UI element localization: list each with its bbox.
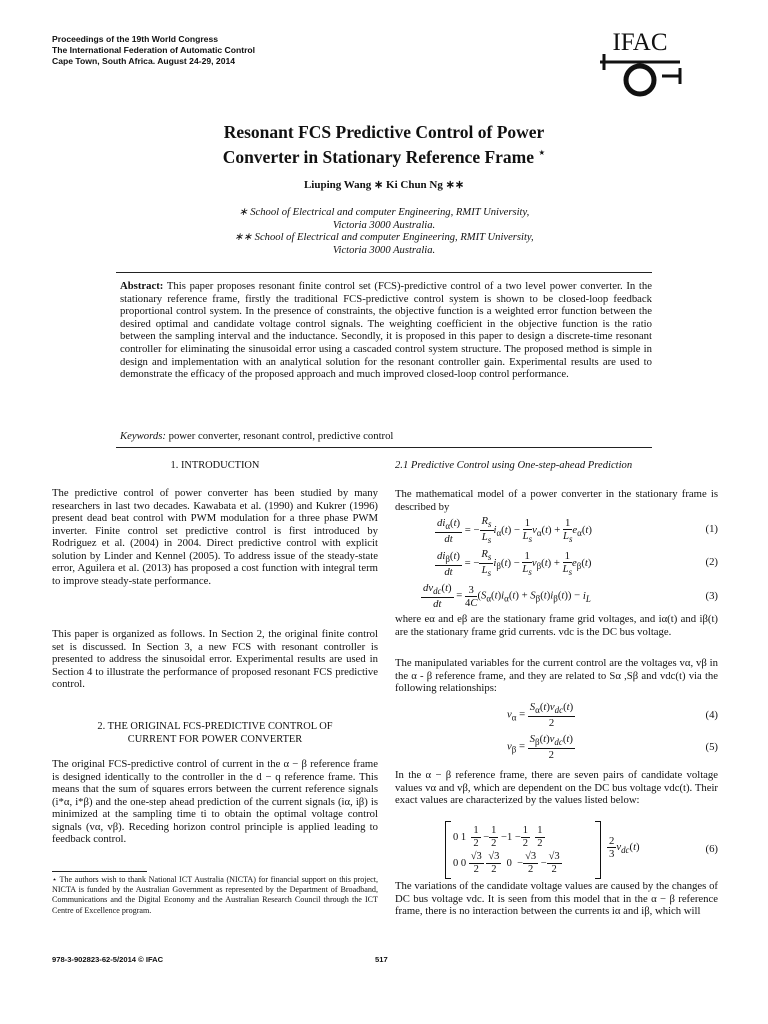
equation-6-body (445, 821, 655, 877)
title-line-2-wrap (100, 143, 668, 168)
abstract (120, 280, 652, 381)
subsection-2-1-paragraph-5: The variations of the candidate voltage values are caused by the changes of DC bus voltage vdc. It is seen from this model that in the α − β reference frame, there is no interaction between the currents iα and iβ, which will (395, 880, 718, 918)
title-line-2: Converter in Stationary Reference Frame (222, 146, 535, 167)
keywords-text: power converter, resonant control, predictive control (168, 430, 394, 442)
paper-title (100, 122, 668, 168)
equation-2-body: $\frac{di_\beta(t)}{dt}$ = − $\frac{R_s}{L_s}$ $i_\beta(t)$ − $\frac{1}{L_s}$ $v_\beta(t)$ + $\frac{1}{L_s}$ $e_\beta(t)$ (437, 548, 592, 579)
equation-4-number: (4) (705, 709, 718, 721)
keywords (120, 430, 652, 442)
affiliation-2: ∗∗ School of Electrical and computer Engineering, RMIT University, (234, 232, 534, 243)
subsection-2-1-paragraph-1: The mathematical model of a power converter in the stationary frame is described by (395, 488, 718, 513)
equation-6-number: (6) (705, 843, 718, 855)
equation-5 (395, 733, 718, 761)
matrix-row-1: 0 1 $\frac{1}{2}$ − $\frac{1}{2}$ −1 − $\frac{1}{2}$ $\frac{1}{2}$ (453, 825, 543, 849)
section-1-paragraph-2: This paper is organized as follows. In Section 2, the original finite control set is discussed. In Section 3, a new FCS with resonant controller is presented to address the sinusoidal error. Experimental results are used in Section 4 to illustrate the performance of proposed resonant FCS predictive control. (52, 628, 378, 691)
affiliation-2-city: Victoria 3000 Australia. (332, 244, 436, 256)
equation-1-number: (1) (705, 523, 718, 535)
subsection-2-1-paragraph-4: In the α − β reference frame, there are seven pairs of candidate voltage values vα and vβ, which are dependent on the DC bus voltage vdc(t). Their exact values are characterized by the values listed below: (395, 769, 718, 807)
equation-2-number: (2) (705, 556, 718, 568)
equation-5-number: (5) (705, 741, 718, 753)
ifac-logo-text: IFAC (612, 29, 668, 56)
section-2-paragraph-1: The original FCS-predictive control of current in the α − β reference frame is designed identically to the controller in the d − q reference frame. This means that the sum of squares errors between the current reference signals (i*α, i*β) and the one-step ahead prediction of the current signals (iα, iβ) is minimized at the sampling time ti to obtain the optimal voltage control signals (vα, vβ). Receding horizon control principle is applied leading to feedback control. (52, 758, 378, 846)
title-footnote-mark: ⋆ (538, 147, 546, 159)
subsection-2-1-paragraph-2: where eα and eβ are the stationary frame grid voltages, and iα(t) and iβ(t) are the stationary frame grid currents. vdc is the DC bus voltage. (395, 613, 718, 638)
abstract-text: This paper proposes resonant finite control set (FCS)-predictive control of a two level power converter. In the stationary reference frame, firstly the traditional FCS-predictive control system is shown to be closed-loop feedback proportional control system. In the presence of constraints, the objective function is a weighted error function between the desired optimal and candidate voltage control signals. The weighting coefficient in the objective function is the ratio between the sampling interval and the inductance. Secondly, it is proposed in this paper to design a discrete-time resonant controller for eliminating the sinusoidal error using a cascaded control system structure. The proposed method is simple in design and implementation with an analytical solution for the resonant controller gain. Experimental results are used to demonstrate the efficacy of the proposed approach and much improved closed-loop control performance. (120, 280, 652, 381)
equation-4-body: $v_\alpha$ = $\frac{S_\alpha(t)v_{dc}(t)}{2}$ (507, 701, 574, 730)
equation-3 (395, 582, 718, 610)
section-1-paragraph-1: The predictive control of power converter has been studied by many researchers in last two decades. Kawabata et al. (1990) and Kukrer (1996) present dead beat control with PWM modulation for a three phase PWM inverter. Finite control set predictive control is first introduced by Rodriguez et al. (2004) in 2004. Direct predictive control with explicit solution by Linder and Kennel (2005). To address issue of the steady-state error, Aguilera et al. (2013) has proposed a cost function with integral term to improve steady-state performance. (52, 487, 378, 587)
header-line-1: Proceedings of the 19th World Congress (52, 34, 219, 44)
matrix-row-2: 0 0 $\frac{√3}{2}$ $\frac{√3}{2}$ 0 − $\frac{√3}{2}$ − $\frac{√3}{2}$ (453, 851, 560, 875)
proceedings-header (52, 34, 255, 67)
authors: Liuping Wang ∗ Ki Chun Ng ∗∗ (303, 179, 465, 191)
header-line-2: The International Federation of Automatic Control (52, 45, 256, 55)
ifac-logo (592, 24, 688, 100)
footer-isbn: 978-3-902823-62-5/2014 © IFAC (52, 955, 164, 964)
section-2-heading-line-1: 2. THE ORIGINAL FCS-PREDICTIVE CONTROL OF (97, 721, 333, 732)
equation-4 (395, 701, 718, 729)
equation-2 (395, 548, 718, 579)
abstract-bottom-rule (116, 447, 652, 448)
footnote: ⋆ The authors wish to thank National ICT Australia (NICTA) for financial support on this project, NICTA is funded by the Australian Government as represented by the Department of Broadband, Communications and the Digital Economy and the Australian Research Council through the ICT Centre of Excellence program. (52, 875, 378, 915)
affiliation-1: ∗ School of Electrical and computer Engineering, RMIT University, (238, 207, 530, 218)
footer-page-number: 517 (375, 955, 388, 964)
title-line-1: Resonant FCS Predictive Control of Power (223, 122, 545, 142)
matrix-right-bracket (595, 821, 601, 879)
abstract-top-rule (116, 272, 652, 273)
section-2-heading-line-2: CURRENT FOR POWER CONVERTER (127, 734, 303, 745)
matrix-scale: $\frac{2}{3}$ $v_{dc}(t)$ (609, 835, 640, 860)
equation-3-body: $\frac{dv_{dc}(t)}{dt}$ = $\frac{3}{4C}$ $(S_\alpha(t)i_\alpha(t) + S_\beta(t)i_\beta(t)) - i_L$ (423, 582, 591, 611)
section-2-heading (52, 720, 378, 746)
equation-6 (395, 821, 718, 879)
equation-1 (395, 515, 718, 546)
keywords-label: Keywords: (120, 430, 166, 442)
subsection-2-1-paragraph-3: The manipulated variables for the current control are the voltages vα, vβ in the α - β reference frame, and they are related to Sα ,Sβ and vdc(t) via the following relationships: (395, 657, 718, 695)
equation-5-body: $v_\beta$ = $\frac{S_\beta(t)v_{dc}(t)}{2}$ (507, 733, 573, 762)
abstract-label: Abstract: (120, 280, 164, 292)
equation-1-body: $\frac{di_\alpha(t)}{dt}$ = − $\frac{R_s}{L_s}$ $i_\alpha(t)$ − $\frac{1}{L_s}$ $v_\alpha(t)$ + $\frac{1}{L_s}$ $e_\alpha(t)$ (437, 515, 592, 546)
equation-3-number: (3) (705, 590, 718, 602)
subsection-2-1-heading: 2.1 Predictive Control using One-step-ahead Prediction (395, 460, 633, 471)
header-line-3: Cape Town, South Africa. August 24-29, 2014 (52, 56, 236, 66)
affiliations (100, 207, 668, 257)
footnote-rule (52, 871, 147, 872)
matrix-left-bracket (445, 821, 451, 879)
affiliation-1-city: Victoria 3000 Australia. (332, 219, 436, 231)
section-1-heading: 1. INTRODUCTION (170, 460, 260, 471)
ifac-logo-graphic (592, 24, 688, 100)
